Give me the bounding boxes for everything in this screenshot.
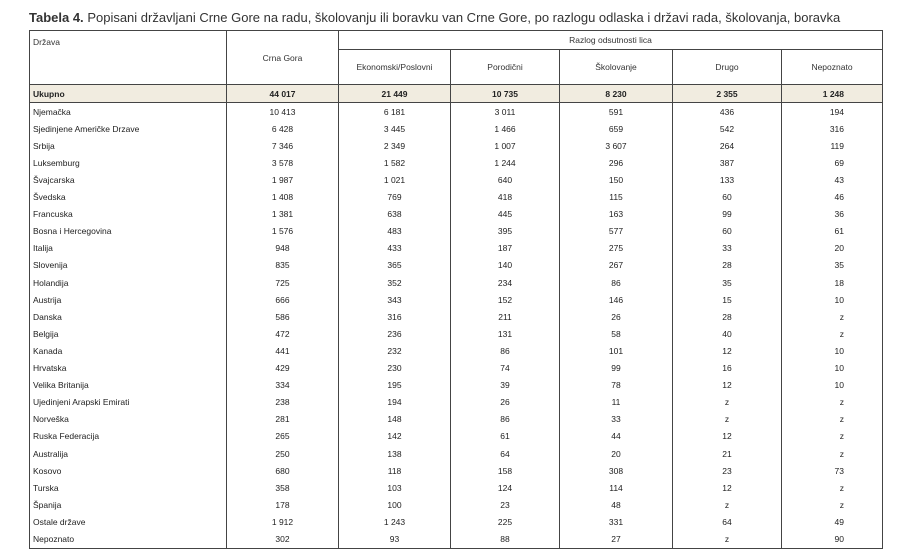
- crna-gora-cell: 6 428: [227, 120, 339, 137]
- drugo-cell: 21: [673, 445, 782, 462]
- drugo-cell: 264: [673, 137, 782, 154]
- porodicni-cell: 64: [451, 445, 560, 462]
- country-name: Bosna i Hercegovina: [30, 223, 227, 240]
- nepoznato-cell: z: [782, 428, 883, 445]
- porodicni-cell: 395: [451, 223, 560, 240]
- table-row: [30, 274, 883, 291]
- country-name: Francuska: [30, 206, 227, 223]
- table-row: [30, 445, 883, 462]
- porodicni-cell: 39: [451, 377, 560, 394]
- drugo-cell: 60: [673, 223, 782, 240]
- drugo-cell: z: [673, 530, 782, 548]
- table-row: [30, 223, 883, 240]
- skolovanje-cell: 86: [560, 274, 673, 291]
- ekonomski-cell: 3 445: [339, 120, 451, 137]
- table-row: [30, 342, 883, 359]
- drugo-cell: 133: [673, 171, 782, 188]
- crna-gora-cell: 1 576: [227, 223, 339, 240]
- nepoznato-cell: 36: [782, 206, 883, 223]
- drugo-cell: 28: [673, 257, 782, 274]
- crna-gora-cell: 250: [227, 445, 339, 462]
- nepoznato-cell: 46: [782, 189, 883, 206]
- porodicni-cell: 1 244: [451, 154, 560, 171]
- crna-gora-cell: 948: [227, 240, 339, 257]
- ekonomski-cell: 142: [339, 428, 451, 445]
- ekonomski-cell: 1 582: [339, 154, 451, 171]
- skolovanje-cell: 267: [560, 257, 673, 274]
- country-name: Ruska Federacija: [30, 428, 227, 445]
- header-razlog-group: Razlog odsutnosti lica: [339, 31, 883, 50]
- table-row: [30, 154, 883, 171]
- porodicni-cell: 1 007: [451, 137, 560, 154]
- skolovanje-cell: 577: [560, 223, 673, 240]
- crna-gora-cell: 178: [227, 496, 339, 513]
- table-row: [30, 325, 883, 342]
- table-row: [30, 462, 883, 479]
- skolovanje-cell: 591: [560, 103, 673, 121]
- porodicni-cell: 88: [451, 530, 560, 548]
- nepoznato-cell: z: [782, 308, 883, 325]
- skolovanje-cell: 101: [560, 342, 673, 359]
- drugo-cell: 542: [673, 120, 782, 137]
- crna-gora-cell: 586: [227, 308, 339, 325]
- crna-gora-cell: 1 912: [227, 513, 339, 530]
- table-row: [30, 291, 883, 308]
- country-name: Australija: [30, 445, 227, 462]
- table-row: [30, 479, 883, 496]
- ekonomski-cell: 232: [339, 342, 451, 359]
- header-drzava: Država: [30, 31, 227, 85]
- data-table: [29, 30, 883, 549]
- country-name: Kosovo: [30, 462, 227, 479]
- crna-gora-cell: 441: [227, 342, 339, 359]
- nepoznato-cell: z: [782, 479, 883, 496]
- table-row: [30, 257, 883, 274]
- skolovanje-cell: 3 607: [560, 137, 673, 154]
- nepoznato-cell: 10: [782, 291, 883, 308]
- porodicni-cell: 445: [451, 206, 560, 223]
- porodicni-cell: 234: [451, 274, 560, 291]
- ekonomski-cell: 316: [339, 308, 451, 325]
- country-name: Španija: [30, 496, 227, 513]
- ekonomski-cell: 483: [339, 223, 451, 240]
- drugo-cell: 33: [673, 240, 782, 257]
- nepoznato-cell: 35: [782, 257, 883, 274]
- header-crna-gora: Crna Gora: [227, 31, 339, 85]
- crna-gora-cell: 10 413: [227, 103, 339, 121]
- nepoznato-cell: z: [782, 325, 883, 342]
- ekonomski-cell: 433: [339, 240, 451, 257]
- table-row: [30, 360, 883, 377]
- crna-gora-cell: 302: [227, 530, 339, 548]
- header-porodicni: Porodični: [451, 50, 560, 85]
- total-row: [30, 85, 883, 103]
- crna-gora-cell: 666: [227, 291, 339, 308]
- table-row: [30, 377, 883, 394]
- header-nepoznato: Nepoznato: [782, 50, 883, 85]
- table-row: [30, 428, 883, 445]
- country-name: Velika Britanija: [30, 377, 227, 394]
- ekonomski-cell: 1 021: [339, 171, 451, 188]
- nepoznato-cell: 1 248: [782, 85, 883, 103]
- skolovanje-cell: 115: [560, 189, 673, 206]
- country-name: Srbija: [30, 137, 227, 154]
- drugo-cell: 23: [673, 462, 782, 479]
- nepoznato-cell: 90: [782, 530, 883, 548]
- crna-gora-cell: 725: [227, 274, 339, 291]
- country-name: Danska: [30, 308, 227, 325]
- porodicni-cell: 10 735: [451, 85, 560, 103]
- crna-gora-cell: 281: [227, 411, 339, 428]
- drugo-cell: 387: [673, 154, 782, 171]
- ekonomski-cell: 352: [339, 274, 451, 291]
- drugo-cell: 12: [673, 428, 782, 445]
- drugo-cell: 2 355: [673, 85, 782, 103]
- nepoznato-cell: 194: [782, 103, 883, 121]
- porodicni-cell: 211: [451, 308, 560, 325]
- drugo-cell: 12: [673, 377, 782, 394]
- table-row: [30, 206, 883, 223]
- country-name: Kanada: [30, 342, 227, 359]
- country-name: Švajcarska: [30, 171, 227, 188]
- skolovanje-cell: 58: [560, 325, 673, 342]
- porodicni-cell: 124: [451, 479, 560, 496]
- ekonomski-cell: 195: [339, 377, 451, 394]
- crna-gora-cell: 1 408: [227, 189, 339, 206]
- ekonomski-cell: 236: [339, 325, 451, 342]
- table-caption: Popisani državljani Crne Gore na radu, školovanju ili boravku van Crne Gore, po razlogu odlaska i državi rada, školovanja, boravka: [87, 10, 841, 25]
- nepoznato-cell: z: [782, 394, 883, 411]
- drugo-cell: 12: [673, 342, 782, 359]
- porodicni-cell: 225: [451, 513, 560, 530]
- drugo-cell: 64: [673, 513, 782, 530]
- skolovanje-cell: 20: [560, 445, 673, 462]
- nepoznato-cell: 119: [782, 137, 883, 154]
- drugo-cell: 99: [673, 206, 782, 223]
- skolovanje-cell: 296: [560, 154, 673, 171]
- porodicni-cell: 86: [451, 342, 560, 359]
- drugo-cell: z: [673, 496, 782, 513]
- nepoznato-cell: 61: [782, 223, 883, 240]
- table-title: [29, 10, 840, 25]
- drugo-cell: z: [673, 394, 782, 411]
- porodicni-cell: 418: [451, 189, 560, 206]
- table-row: [30, 103, 883, 121]
- nepoznato-cell: 10: [782, 360, 883, 377]
- drugo-cell: 15: [673, 291, 782, 308]
- nepoznato-cell: 49: [782, 513, 883, 530]
- porodicni-cell: 61: [451, 428, 560, 445]
- skolovanje-cell: 114: [560, 479, 673, 496]
- drugo-cell: z: [673, 411, 782, 428]
- country-name: Ostale države: [30, 513, 227, 530]
- table-row: [30, 120, 883, 137]
- drugo-cell: 28: [673, 308, 782, 325]
- nepoznato-cell: 43: [782, 171, 883, 188]
- country-name: Holandija: [30, 274, 227, 291]
- table-row: [30, 496, 883, 513]
- ekonomski-cell: 343: [339, 291, 451, 308]
- porodicni-cell: 1 466: [451, 120, 560, 137]
- drugo-cell: 16: [673, 360, 782, 377]
- crna-gora-cell: 835: [227, 257, 339, 274]
- ekonomski-cell: 769: [339, 189, 451, 206]
- drugo-cell: 40: [673, 325, 782, 342]
- country-name: Luksemburg: [30, 154, 227, 171]
- nepoznato-cell: z: [782, 411, 883, 428]
- table-row: [30, 394, 883, 411]
- header-drugo: Drugo: [673, 50, 782, 85]
- crna-gora-cell: 3 578: [227, 154, 339, 171]
- skolovanje-cell: 27: [560, 530, 673, 548]
- table-row: [30, 411, 883, 428]
- skolovanje-cell: 11: [560, 394, 673, 411]
- country-name: Ukupno: [30, 85, 227, 103]
- porodicni-cell: 158: [451, 462, 560, 479]
- crna-gora-cell: 1 381: [227, 206, 339, 223]
- ekonomski-cell: 365: [339, 257, 451, 274]
- crna-gora-cell: 238: [227, 394, 339, 411]
- country-name: Slovenija: [30, 257, 227, 274]
- skolovanje-cell: 308: [560, 462, 673, 479]
- ekonomski-cell: 638: [339, 206, 451, 223]
- skolovanje-cell: 146: [560, 291, 673, 308]
- skolovanje-cell: 163: [560, 206, 673, 223]
- table-number: Tabela 4.: [29, 10, 84, 25]
- skolovanje-cell: 659: [560, 120, 673, 137]
- nepoznato-cell: 20: [782, 240, 883, 257]
- drugo-cell: 60: [673, 189, 782, 206]
- ekonomski-cell: 100: [339, 496, 451, 513]
- nepoznato-cell: z: [782, 496, 883, 513]
- nepoznato-cell: z: [782, 445, 883, 462]
- table-row: [30, 513, 883, 530]
- skolovanje-cell: 331: [560, 513, 673, 530]
- nepoznato-cell: 316: [782, 120, 883, 137]
- skolovanje-cell: 8 230: [560, 85, 673, 103]
- nepoznato-cell: 73: [782, 462, 883, 479]
- drugo-cell: 436: [673, 103, 782, 121]
- ekonomski-cell: 103: [339, 479, 451, 496]
- crna-gora-cell: 680: [227, 462, 339, 479]
- skolovanje-cell: 99: [560, 360, 673, 377]
- porodicni-cell: 152: [451, 291, 560, 308]
- table-row: [30, 240, 883, 257]
- skolovanje-cell: 150: [560, 171, 673, 188]
- skolovanje-cell: 44: [560, 428, 673, 445]
- ekonomski-cell: 118: [339, 462, 451, 479]
- porodicni-cell: 26: [451, 394, 560, 411]
- ekonomski-cell: 1 243: [339, 513, 451, 530]
- porodicni-cell: 131: [451, 325, 560, 342]
- ekonomski-cell: 148: [339, 411, 451, 428]
- porodicni-cell: 3 011: [451, 103, 560, 121]
- ekonomski-cell: 21 449: [339, 85, 451, 103]
- country-name: Belgija: [30, 325, 227, 342]
- table-row: [30, 171, 883, 188]
- crna-gora-cell: 429: [227, 360, 339, 377]
- country-name: Austrija: [30, 291, 227, 308]
- nepoznato-cell: 18: [782, 274, 883, 291]
- country-name: Sjedinjene Američke Drzave: [30, 120, 227, 137]
- table-row: [30, 137, 883, 154]
- table-row: [30, 189, 883, 206]
- ekonomski-cell: 194: [339, 394, 451, 411]
- drugo-cell: 35: [673, 274, 782, 291]
- crna-gora-cell: 44 017: [227, 85, 339, 103]
- ekonomski-cell: 2 349: [339, 137, 451, 154]
- country-name: Njemačka: [30, 103, 227, 121]
- drugo-cell: 12: [673, 479, 782, 496]
- country-name: Norveška: [30, 411, 227, 428]
- ekonomski-cell: 6 181: [339, 103, 451, 121]
- table-row: [30, 530, 883, 548]
- skolovanje-cell: 48: [560, 496, 673, 513]
- crna-gora-cell: 265: [227, 428, 339, 445]
- table-row: [30, 308, 883, 325]
- nepoznato-cell: 10: [782, 342, 883, 359]
- ekonomski-cell: 138: [339, 445, 451, 462]
- country-name: Italija: [30, 240, 227, 257]
- country-name: Nepoznato: [30, 530, 227, 548]
- porodicni-cell: 86: [451, 411, 560, 428]
- porodicni-cell: 23: [451, 496, 560, 513]
- header-skolovanje: Školovanje: [560, 50, 673, 85]
- nepoznato-cell: 10: [782, 377, 883, 394]
- crna-gora-cell: 1 987: [227, 171, 339, 188]
- crna-gora-cell: 7 346: [227, 137, 339, 154]
- country-name: Ujedinjeni Arapski Emirati: [30, 394, 227, 411]
- ekonomski-cell: 93: [339, 530, 451, 548]
- porodicni-cell: 74: [451, 360, 560, 377]
- porodicni-cell: 640: [451, 171, 560, 188]
- skolovanje-cell: 78: [560, 377, 673, 394]
- header-ekonomski: Ekonomski/Poslovni: [339, 50, 451, 85]
- table-body: [30, 85, 883, 549]
- ekonomski-cell: 230: [339, 360, 451, 377]
- crna-gora-cell: 358: [227, 479, 339, 496]
- country-name: Švedska: [30, 189, 227, 206]
- country-name: Hrvatska: [30, 360, 227, 377]
- country-name: Turska: [30, 479, 227, 496]
- nepoznato-cell: 69: [782, 154, 883, 171]
- porodicni-cell: 187: [451, 240, 560, 257]
- porodicni-cell: 140: [451, 257, 560, 274]
- crna-gora-cell: 334: [227, 377, 339, 394]
- skolovanje-cell: 33: [560, 411, 673, 428]
- crna-gora-cell: 472: [227, 325, 339, 342]
- skolovanje-cell: 26: [560, 308, 673, 325]
- skolovanje-cell: 275: [560, 240, 673, 257]
